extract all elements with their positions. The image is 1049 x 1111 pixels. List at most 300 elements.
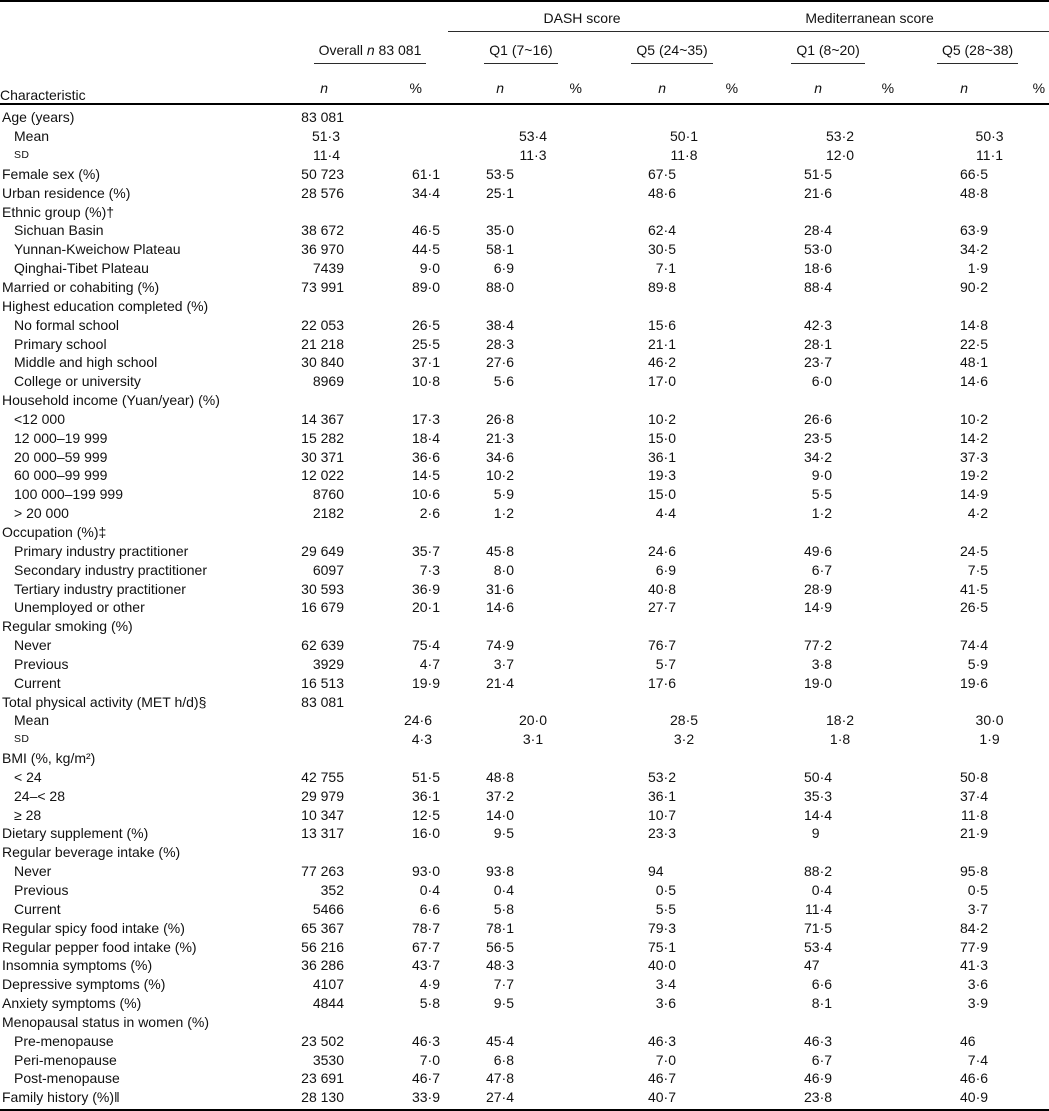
row-label: Tertiary industry practitioner [14,580,186,597]
cell-q5-pct-empty [678,654,750,673]
cell-q5-value: 79·3 [647,919,676,936]
row-label: Anxiety symptoms (%) [2,995,142,1012]
cell-overall-n: 3530 [312,1051,344,1068]
cell-m5-pct-empty [990,598,1049,617]
cell-m1-value: 6·0 [811,373,833,390]
cell-m1-pct-empty [834,768,906,787]
cell-q5-pct-empty [678,824,750,843]
col-header-med-q1: Q1 (8~20) [750,32,906,64]
cell-q1-pct-empty [516,504,594,523]
cell-m1-pct-empty [834,466,906,485]
cell-q1-value [448,202,516,221]
cell-m1-value: 6·6 [811,976,833,993]
cell-overall-n: 8760 [312,486,344,503]
cell-m1-pct-empty [834,899,906,918]
cell-overall-pct: 36·6 [411,448,440,465]
cell-m5-value: 0·5 [967,882,989,899]
cell-q1-value: 78·1 [485,919,514,936]
cell-m5-pct-empty [990,994,1049,1013]
cell-m1-mean: 12·0 [826,147,855,164]
cell-m5-pct-empty [990,975,1049,994]
cell-q1-pct-empty [516,899,594,918]
cell-overall-pct: 25·5 [411,335,440,352]
cell-q5-pct-empty [678,918,750,937]
cell-m1-pct-empty [834,1050,906,1069]
cell-overall-pct: 78·7 [411,919,440,936]
cell-overall-pct: 75·4 [411,637,440,654]
cell-overall-n: 65 367 [301,919,344,936]
row-label: <12 000 [14,410,65,427]
row-label: Married or cohabiting (%) [2,279,160,296]
cell-overall-n [292,202,348,221]
cell-m5-pct-empty [990,334,1049,353]
cell-m1-pct-empty [834,636,906,655]
cell-m5-pct-empty [990,447,1049,466]
cell-q1-pct-empty [516,617,594,636]
row-label: Unemployed or other [14,599,145,616]
cell-m5-value: 63·9 [960,222,989,239]
cell-m5-pct-empty [990,1031,1049,1050]
cell-q5-value: 27·7 [647,599,676,616]
table-row [0,447,1049,466]
cell-overall-n [292,843,348,862]
cell-q5-value [594,692,678,711]
cell-q5-value: 15·6 [647,316,676,333]
subcol-pct-overall: % [348,64,448,104]
table-row [0,372,1049,391]
cell-q5-pct-empty [678,956,750,975]
cell-q1-pct-empty [516,786,594,805]
cell-overall-n: 50 723 [301,165,344,182]
overall-header-text: Overall n 83 081 [314,42,427,64]
cell-q5-value: 67·5 [647,165,676,182]
cell-m5-value [906,749,990,768]
cell-m5-pct-empty [990,183,1049,202]
cell-q1-value: 34·6 [485,448,514,465]
cell-overall-n: 30 371 [301,448,344,465]
cell-m1-value: 18·6 [804,260,833,277]
table-row [0,259,1049,278]
cell-m1-pct-empty [834,1069,906,1088]
cell-q1-value: 53·5 [485,165,514,182]
cell-overall-pct [348,692,448,711]
cell-m5-value: 14·8 [960,316,989,333]
cell-m5-pct-empty [990,259,1049,278]
row-label: Middle and high school [14,354,158,371]
cell-m5-mean: 1·9 [979,731,1000,748]
table-row [0,221,1049,240]
cell-q5-value [594,843,678,862]
cell-q1-value [448,523,516,542]
row-label: Occupation (%)‡ [2,523,107,540]
cell-q5-value: 36·1 [647,787,676,804]
cell-overall-pct [348,127,448,146]
cell-m5-value: 41·5 [960,580,989,597]
cell-m5-pct-empty [990,315,1049,334]
cell-overall-pct: 20·1 [411,599,440,616]
cell-m5-value: 66·5 [960,165,989,182]
cell-m1-value: 49·6 [804,542,833,559]
row-label: Mean [14,712,50,729]
cell-overall-n [292,749,348,768]
cell-q1-pct-empty [516,541,594,560]
cell-overall-pct [348,391,448,410]
cell-q5-value: 10·7 [647,806,676,823]
cell-overall-n: 29 979 [301,787,344,804]
cell-q5-value: 17·0 [647,373,676,390]
cell-overall-pct [348,296,448,315]
cell-m1-pct-empty [834,504,906,523]
table-row [0,749,1049,768]
cell-q1-value [448,617,516,636]
row-label: BMI (%, kg/m²) [2,750,96,767]
cell-q5-mean: 3·2 [673,731,695,748]
dash-score-title: DASH score [543,10,621,26]
cell-m1-pct-empty [834,372,906,391]
cell-overall-n: 12 022 [301,467,344,484]
row-label: Insomnia symptoms (%) [2,957,153,974]
cell-overall-pct: 44·5 [411,241,440,258]
cell-m5-pct-empty [990,504,1049,523]
cell-q5-pct-empty [678,805,750,824]
cell-q1-value: 45·8 [485,542,514,559]
cell-overall-pct: 9·0 [419,260,440,277]
cell-m1-value: 19·0 [804,674,833,691]
cell-q5-pct-empty [678,541,750,560]
cell-m5-pct-empty [990,692,1049,711]
cell-overall-n: 4844 [312,995,344,1012]
cell-q1-pct-empty [516,768,594,787]
cell-m5-value [906,617,990,636]
cell-m1-value [750,202,834,221]
cell-q1-pct-empty [516,334,594,353]
cell-q1-value: 21·3 [485,429,514,446]
cell-q5-pct-empty [678,410,750,429]
cell-m5-value: 34·2 [960,241,989,258]
row-label: Regular spicy food intake (%) [2,919,185,936]
table-header [0,1,1049,104]
cell-q5-pct-empty [678,447,750,466]
cell-m1-pct-empty [834,654,906,673]
cell-q5-pct-empty [678,598,750,617]
cell-q1-pct-empty [516,956,594,975]
cell-q1-pct-empty [516,862,594,881]
n-symbol: n [366,42,375,58]
cell-m1-pct-empty [834,843,906,862]
cell-overall-mean: 11·4 [313,147,340,164]
cell-q5-pct-empty [678,104,750,127]
cell-m1-pct-empty [834,937,906,956]
cell-m1-value: 51·5 [804,165,833,182]
cell-q1-pct-empty [516,579,594,598]
subcol-pct-med-q5: % [990,64,1049,104]
cell-m1-pct-empty [834,918,906,937]
cell-q5-value: 7·1 [655,260,676,277]
cell-q5-value: 46·7 [647,1070,676,1087]
row-label: SD [14,149,30,162]
cell-q5-value: 48·6 [647,184,676,201]
cell-q1-pct-empty [516,183,594,202]
cell-m1-pct-empty [834,749,906,768]
cell-q1-pct-empty [516,523,594,542]
subcol-pct-med-q1: % [834,64,906,104]
cell-m5-pct-empty [990,165,1049,184]
cell-q1-pct-empty [516,391,594,410]
cell-m5-value: 37·4 [960,787,989,804]
cell-q1-pct-empty [516,918,594,937]
cell-m5-value: 84·2 [960,919,989,936]
cell-q1-value: 27·6 [485,354,514,371]
cell-overall-pct: 12·5 [411,806,440,823]
row-label: Secondary industry practitioner [14,561,207,578]
cell-m5-value: 19·6 [960,674,989,691]
cell-overall-pct: 33·9 [348,1088,448,1110]
table-row [0,636,1049,655]
cell-q5-value [594,749,678,768]
cell-q5-value: 89·8 [647,279,676,296]
table-row [0,202,1049,221]
table-row [0,805,1049,824]
row-label: Never [14,863,52,880]
row-label: Pre-menopause [14,1032,114,1049]
cell-m5-pct-empty [990,353,1049,372]
table-row [0,127,1049,146]
cell-overall-n: 42 755 [301,768,344,785]
cell-q5-pct-empty [678,862,750,881]
cell-overall-mean: 51·3 [311,128,340,145]
cell-m5-value: 46 [960,1032,976,1049]
cell-overall-n: 28 576 [301,184,344,201]
table-row [0,296,1049,315]
cell-m5-pct-empty [990,1050,1049,1069]
cell-q5-pct-empty [678,165,750,184]
cell-m5-pct-empty [990,240,1049,259]
cell-q1-value: 26·8 [485,410,514,427]
table-row [0,104,1049,127]
cell-q1-value: 0·4 [493,882,514,899]
cell-overall-n: 30 593 [301,580,344,597]
cell-m1-pct-empty [834,598,906,617]
cell-m5-value: 4·2 [967,505,989,522]
table-row [0,918,1049,937]
cell-overall-n: 10 347 [301,806,344,823]
cell-overall-pct: 10·6 [411,486,440,503]
cell-m1-value: 23·7 [804,354,833,371]
cell-m5-value: 46·6 [960,1070,989,1087]
subcol-n-med-q1: n [750,64,834,104]
cell-q1-pct-empty [516,104,594,127]
row-label: Peri-menopause [14,1051,117,1068]
table-row [0,315,1049,334]
cell-overall-n: 23 691 [301,1070,344,1087]
cell-q5-pct-empty [678,278,750,297]
cell-q1-value: 48·8 [485,768,514,785]
cell-m1-pct-empty [834,805,906,824]
cell-q1-value: 45·4 [485,1032,514,1049]
cell-m5-value [906,843,990,862]
subcol-n-dash-q1: n [448,64,516,104]
cell-q5-value [594,617,678,636]
row-label: Ethnic group (%)† [2,203,115,220]
table-row [0,937,1049,956]
cell-q1-pct-empty [516,447,594,466]
cell-m1-value: 0·4 [811,882,833,899]
cell-q5-pct-empty [678,428,750,447]
cell-m5-pct-empty [990,485,1049,504]
cell-q1-value: 37·2 [485,787,514,804]
row-label: Highest education completed (%) [2,297,209,314]
cell-overall-pct: 36·1 [411,787,440,804]
table-row [0,862,1049,881]
table-row [0,485,1049,504]
cell-q1-pct-empty [516,353,594,372]
cell-m5-pct-empty [990,881,1049,900]
cell-m5-pct-empty [990,221,1049,240]
cell-q5-pct-empty [678,843,750,862]
cell-m5-pct-empty [990,202,1049,221]
cell-q1-value: 47·8 [485,1070,514,1087]
cell-q5-pct-empty [678,1031,750,1050]
cell-q5-pct-empty [678,1069,750,1088]
cell-m5-value: 41·3 [960,957,989,974]
cell-q5-value: 46·3 [647,1032,676,1049]
cell-q1-value: 6·9 [493,260,514,277]
cell-q5-value: 46·2 [647,354,676,371]
cell-overall-pct: 7·0 [419,1051,440,1068]
cell-overall-pct: 36·9 [411,580,440,597]
row-label: 20 000–59 999 [14,448,108,465]
cell-m1-pct-empty [834,315,906,334]
cell-q5-pct-empty [678,259,750,278]
cell-q5-pct-empty [678,1088,750,1110]
cell-q1-pct-empty [516,805,594,824]
cell-q5-value: 53·2 [647,768,676,785]
cell-overall-pct: 19·9 [411,674,440,691]
row-label: No formal school [14,316,120,333]
cell-overall-pct: 34·4 [411,184,440,201]
row-label: 60 000–99 999 [14,467,108,484]
cell-q1-pct-empty [516,1069,594,1088]
cell-q1-value: 35·0 [485,222,514,239]
row-label: < 24 [14,768,42,785]
cell-q5-pct-empty [678,579,750,598]
cell-m1-pct-empty [834,428,906,447]
cell-m5-value: 37·3 [960,448,989,465]
cell-m1-pct-empty [834,673,906,692]
subcol-n-overall: n [292,64,348,104]
cell-m5-pct-empty [990,104,1049,127]
cell-m1-value: 50·4 [804,768,833,785]
cell-m1-value [750,617,834,636]
cell-q1-pct-empty [516,202,594,221]
cell-q5-value: 4·4 [655,505,676,522]
cell-m1-value: 88·4 [804,279,833,296]
col-header-dash-q1: Q1 (7~16) [448,32,594,64]
cell-q5-value [594,1013,678,1032]
cell-m1-pct-empty [834,975,906,994]
cell-m5-value: 74·4 [960,637,989,654]
cell-m1-pct-empty [834,221,906,240]
cell-m1-pct-empty [834,617,906,636]
cell-overall-pct [348,1013,448,1032]
cell-q5-pct-empty [678,240,750,259]
cell-overall-pct: 2·6 [419,505,440,522]
table-row [0,1031,1049,1050]
cell-m1-pct-empty [834,1013,906,1032]
cell-m5-pct-empty [990,636,1049,655]
cell-m5-value: 21·9 [960,825,989,842]
cell-q5-value [594,296,678,315]
cell-q5-value [594,104,678,127]
cell-m5-pct-empty [990,937,1049,956]
cell-overall-pct: 46·7 [411,1070,440,1087]
cell-m1-value: 1·2 [811,505,833,522]
cell-q5-pct-empty [678,334,750,353]
cell-m1-pct-empty [834,334,906,353]
cell-overall-n: 14 367 [301,410,344,427]
cell-q5-value [594,202,678,221]
cell-m1-value [750,843,834,862]
cell-m5-value: 14·2 [960,429,989,446]
table-body [0,104,1049,1110]
table-row [0,843,1049,862]
cell-m1-pct-empty [834,165,906,184]
cell-m5-value: 10·2 [960,410,989,427]
cell-m5-value: 24·5 [960,542,989,559]
row-label: Primary school [14,335,107,352]
cell-m5-pct-empty [990,673,1049,692]
cell-overall-pct: 7·3 [419,561,440,578]
cell-q5-mean: 28·5 [670,712,699,729]
cell-overall-n: 5466 [312,900,344,917]
cell-q5-value: 75·1 [647,938,676,955]
cell-m5-pct-empty [990,843,1049,862]
cell-overall-n: 36 970 [301,241,344,258]
cell-m5-pct-empty [990,579,1049,598]
table-row [0,504,1049,523]
cell-m1-pct-empty [834,391,906,410]
cell-m5-pct-empty [990,805,1049,824]
cell-m5-pct-empty [990,654,1049,673]
cell-q5-value: 15·0 [647,429,676,446]
table-row [0,410,1049,429]
row-label: Yunnan-Kweichow Plateau [14,241,181,258]
cell-overall-pct [348,523,448,542]
row-label: Dietary supplement (%) [2,825,149,842]
table-row [0,598,1049,617]
cell-q5-pct-empty [678,636,750,655]
cell-m1-value: 71·5 [804,919,833,936]
cell-q5-pct-empty [678,372,750,391]
cell-q1-value: 58·1 [485,241,514,258]
cell-q5-pct-empty [678,617,750,636]
cell-q1-pct-empty [516,598,594,617]
cell-overall-pct: 0·4 [419,882,440,899]
cell-q5-value: 94 [647,863,664,880]
row-label: > 20 000 [14,505,69,522]
cell-q1-value [448,104,516,127]
cell-m1-value: 46·9 [804,1070,833,1087]
cell-m1-value: 6·7 [811,561,833,578]
cell-overall-pct: 5·8 [419,995,440,1012]
cell-q5-value: 5·7 [655,655,676,672]
table-row [0,692,1049,711]
cell-overall-pct: 35·7 [411,542,440,559]
cell-m5-value: 1·9 [967,260,989,277]
cell-q1-value: 28·3 [485,335,514,352]
table-row [0,654,1049,673]
cell-overall-pct [348,104,448,127]
